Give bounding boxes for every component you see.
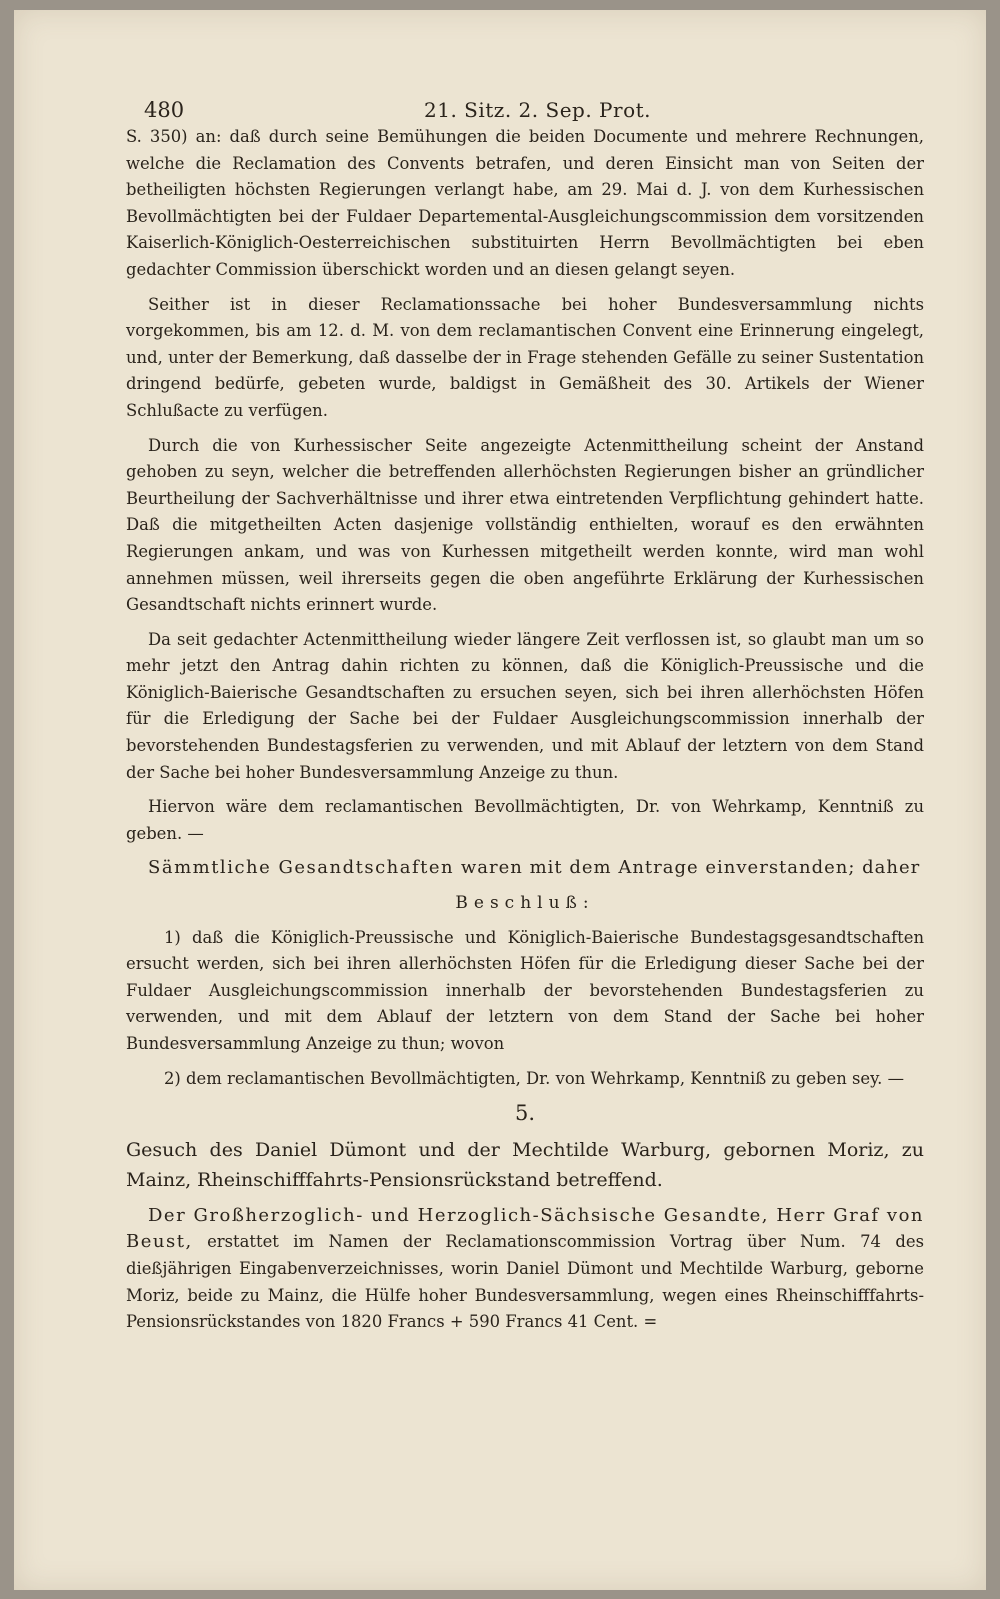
section-paragraph: [126, 1203, 924, 1336]
resolution-lead: [126, 855, 924, 882]
resolution-heading: Beschluß:: [455, 893, 595, 914]
page-number: 480: [144, 98, 185, 122]
resolution-lead-rest: waren mit dem Antrage einverstanden; daher: [460, 857, 921, 879]
body-text: [126, 124, 924, 1344]
section-body: erstattet im Namen der Reclamationscommission Vortrag über Num. 74 des dießjährigen Eingabenverzeichnisses, worin Daniel Dümont und Mechtilde Warburg, geborne Moriz, beide zu Mainz, die Hülfe hoher Bundesversammlung, wegen eines Rheinschifffahrts-Pensionsrückstandes von 1820 Francs + 590 Francs 41 Cent. =: [126, 1232, 924, 1332]
resolution-item: 2) dem reclamantischen Bevollmächtigten, Dr. von Wehrkamp, Kenntniß zu geben sey. —: [164, 1068, 904, 1088]
section-lead-spaced: Der Großherzoglich- und Herzoglich-Sächsische Gesandte, Herr Graf von Beust,: [126, 1204, 924, 1253]
paragraph: Seither ist in dieser Reclamationssache bei hoher Bundesversammlung nichts vorgekommen, bis am 12. d. M. von dem reclamantischen Convent eine Erinnerung eingelegt, und, unter der Bemerkung, daß dasselbe der in Frage stehenden Gefälle zu seiner Sustentation dringend bedürfe, gebeten wurde, baldigst in Gemäßheit des 30. Artikels der Wiener Schlußacte zu verfügen.: [126, 294, 924, 420]
paragraph: Durch die von Kurhessischer Seite angezeigte Actenmittheilung scheint der Anstand gehoben zu seyn, welcher die betreffenden allerhöchsten Regierungen bisher an gründlicher Beurtheilung der Sachverhältnisse und ihrer etwa eintretenden Verpflichtung gehindert hatte. Daß die mitgetheilten Acten dasjenige vollständig enthielten, worauf es den erwähnten Regierungen ankam, und was von Kurhessen mitgetheilt werden konnte, wird man wohl annehmen müssen, weil ihrerseits gegen die oben angeführte Erklärung der Kurhessischen Gesandtschaft nichts erinnert wurde.: [126, 435, 924, 615]
paragraph: Da seit gedachter Actenmittheilung wieder längere Zeit verflossen ist, so glaubt man um so mehr jetzt den Antrag dahin richten zu können, daß die Königlich-Preussische und die Königlich-Baierische Gesandtschaften zu ersuchen seyen, sich bei ihren allerhöchsten Höfen für die Erledigung der Sache bei der Fuldaer Ausgleichungscommission innerhalb der bevorstehenden Bundestagsferien zu verwenden, und mit Ablauf der letztern von dem Stand der Sache bei hoher Bundesversammlung Anzeige zu thun.: [126, 629, 924, 782]
section-number: 5.: [514, 1101, 536, 1126]
paragraph-continuation: S. 350) an: daß durch seine Bemühungen die beiden Documente und mehrere Rechnungen, welche die Reclamation des Convents betrafen, und deren Einsicht man von Seiten der betheiligten höchsten Regierungen verlangt habe, am 29. Mai d. J. von dem Kurhessischen Bevollmächtigten bei der Fuldaer Departemental-Ausgleichungscommission dem vorsitzenden Kaiserlich-Königlich-Oesterreichischen substituirten Herrn Bevollmächtigten bei eben gedachter Commission überschickt worden und an diesen gelangt seyen.: [126, 127, 924, 279]
section-title: Gesuch des Daniel Dümont und der Mechtilde Warburg, gebornen Moriz, zu Mainz, Rheinschifffahrts-Pensionsrückstand betreffend.: [126, 1138, 924, 1191]
paragraph: Hiervon wäre dem reclamantischen Bevollmächtigten, Dr. von Wehrkamp, Kenntniß zu geben. —: [126, 797, 924, 843]
running-head: 21. Sitz. 2. Sep. Prot.: [424, 98, 651, 122]
resolution-item: 1) daß die Königlich-Preussische und Königlich-Baierische Bundestagsgesandtschaften ersucht werden, sich bei ihren allerhöchsten Höfen für die Erledigung dieser Sache bei der Fuldaer Ausgleichungscommission innerhalb der bevorstehenden Bundestagsferien zu verwenden, und mit dem Ablauf der letztern von dem Stand der Sache bei hoher Bundesversammlung Anzeige zu thun; wovon: [126, 927, 924, 1053]
resolution-lead-spaced: Sämmtliche Gesandtschaften: [148, 857, 455, 879]
